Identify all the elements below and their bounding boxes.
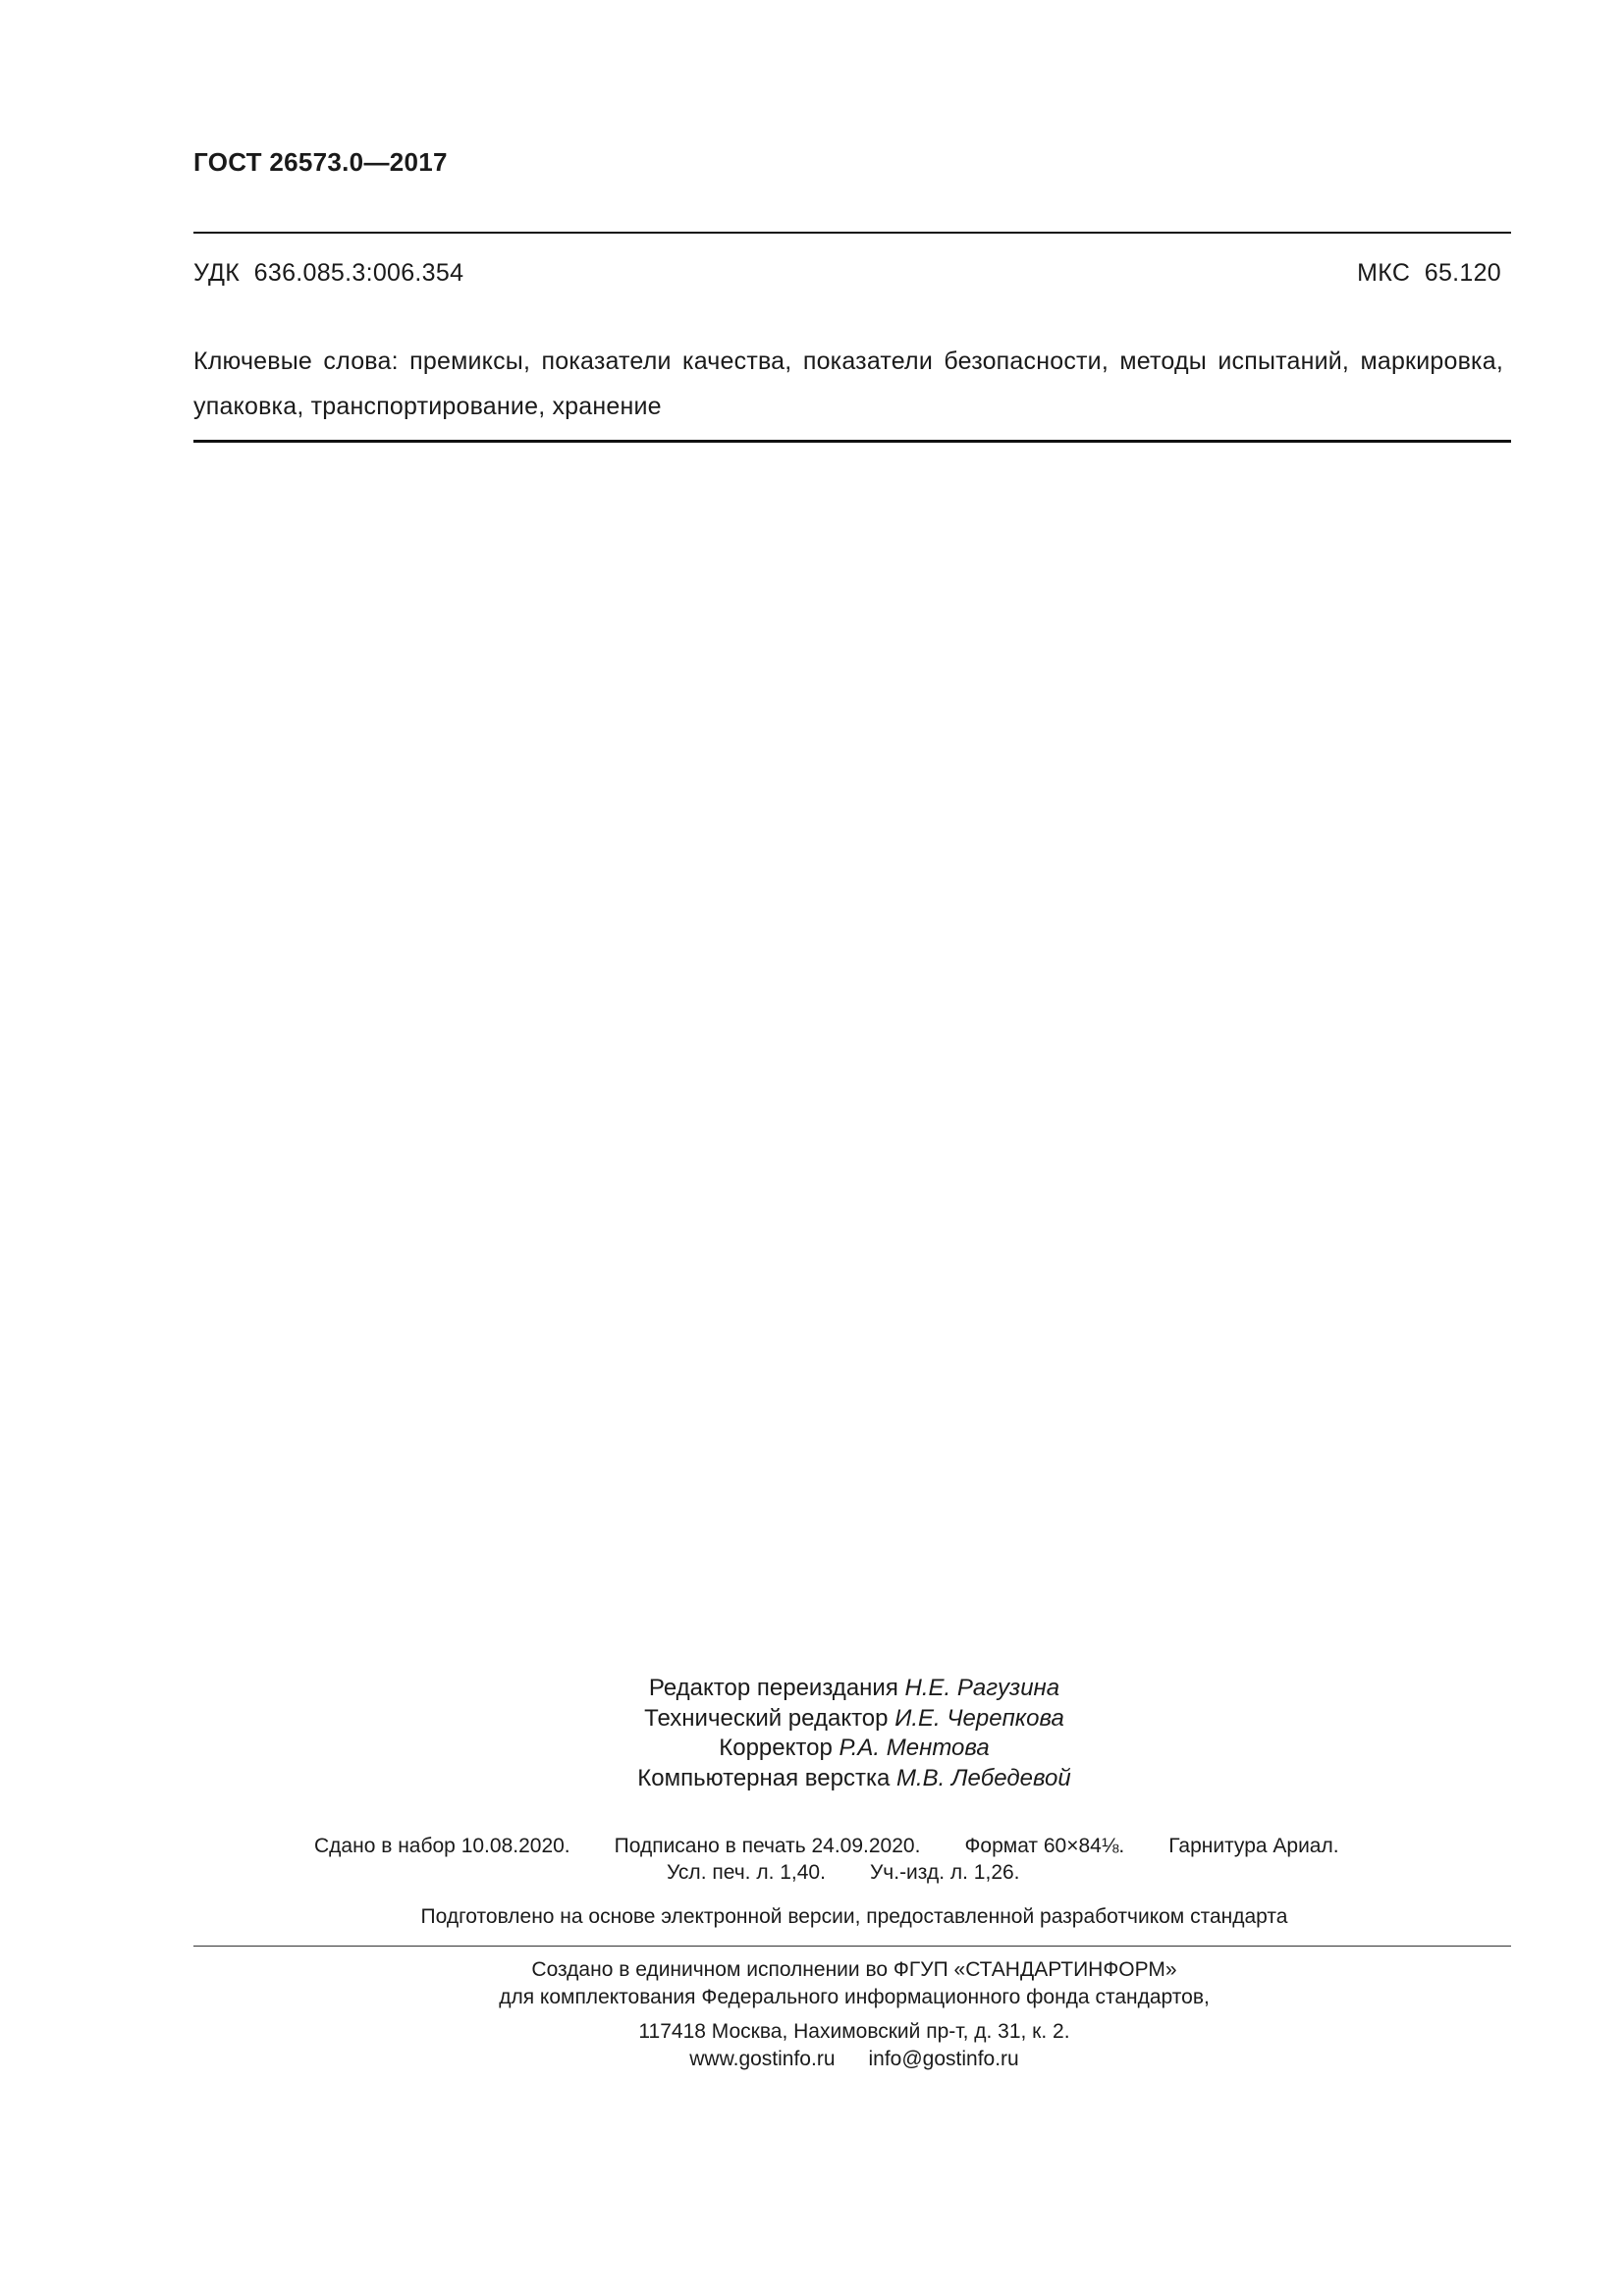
imprint-line-2: [667, 1861, 1020, 1885]
signed-date: Подписано в печать 24.09.2020.: [614, 1835, 921, 1857]
email-link[interactable]: info@gostinfo.ru: [868, 2048, 1019, 2070]
spacer: [826, 1861, 870, 1885]
publisher-divider: [193, 1946, 1511, 1947]
keywords-divider: [193, 440, 1511, 443]
paper-format: Формат 60×84⅛.: [964, 1835, 1125, 1857]
postal-address: 117418 Москва, Нахимовский пр-т, д. 31, к. 2.: [638, 2020, 1070, 2043]
credits-block: [0, 1674, 1624, 1793]
contacts-row: [689, 2046, 1018, 2073]
credit-name: И.Е. Черепкова: [894, 1704, 1064, 1732]
mks-label: МКС: [1357, 259, 1411, 287]
udk-value: 636.085.3:006.354: [253, 259, 464, 287]
credit-line: [0, 1764, 1624, 1794]
credit-role: Корректор: [719, 1735, 833, 1761]
credit-role: Технический редактор: [644, 1704, 889, 1732]
imprint-line-1: [314, 1835, 1339, 1858]
udk-label: УДК: [193, 259, 241, 287]
website-link[interactable]: www.gostinfo.ru: [689, 2048, 836, 2070]
top-divider: [193, 232, 1511, 234]
credit-name: Р.А. Ментова: [839, 1735, 990, 1761]
credit-line: [0, 1734, 1624, 1764]
mks-code: [1357, 259, 1501, 288]
mks-value: 65.120: [1424, 259, 1501, 287]
credit-role: Компьютерная верстка: [637, 1764, 891, 1791]
address-block: [0, 2018, 1624, 2073]
publisher-line: Создано в единичном исполнении во ФГУП «СТАНДАРТИНФОРМ»: [531, 1958, 1177, 1981]
credit-name: М.В. Лебедевой: [896, 1764, 1071, 1791]
keywords-text: Ключевые слова: премиксы, показатели качества, показатели безопасности, методы испытаний, маркировка, упаковка, транспортирование, хранение: [193, 347, 1503, 420]
classification-row: [193, 259, 1501, 288]
credit-line: [0, 1674, 1624, 1704]
prepared-note: Подготовлено на основе электронной версии, предоставленной разработчиком стандарта: [420, 1905, 1288, 1928]
typeset-date: Сдано в набор 10.08.2020.: [314, 1835, 570, 1857]
spacer: [1124, 1835, 1168, 1858]
credit-name: Н.Е. Рагузина: [904, 1675, 1060, 1701]
credit-line: [0, 1704, 1624, 1735]
credit-role: Редактор переиздания: [648, 1675, 898, 1701]
print-sheets: Усл. печ. л. 1,40.: [667, 1861, 826, 1884]
typeface: Гарнитура Ариал.: [1168, 1835, 1339, 1857]
udk-code: [193, 259, 463, 288]
spacer: [570, 1835, 615, 1858]
publishing-sheets: Уч.-изд. л. 1,26.: [869, 1861, 1020, 1884]
publisher-block: [0, 1956, 1624, 2011]
standard-designation: ГОСТ 26573.0—2017: [193, 147, 448, 177]
spacer: [920, 1835, 964, 1858]
publisher-line: для комплектования Федерального информационного фонда стандартов,: [499, 1986, 1210, 2008]
